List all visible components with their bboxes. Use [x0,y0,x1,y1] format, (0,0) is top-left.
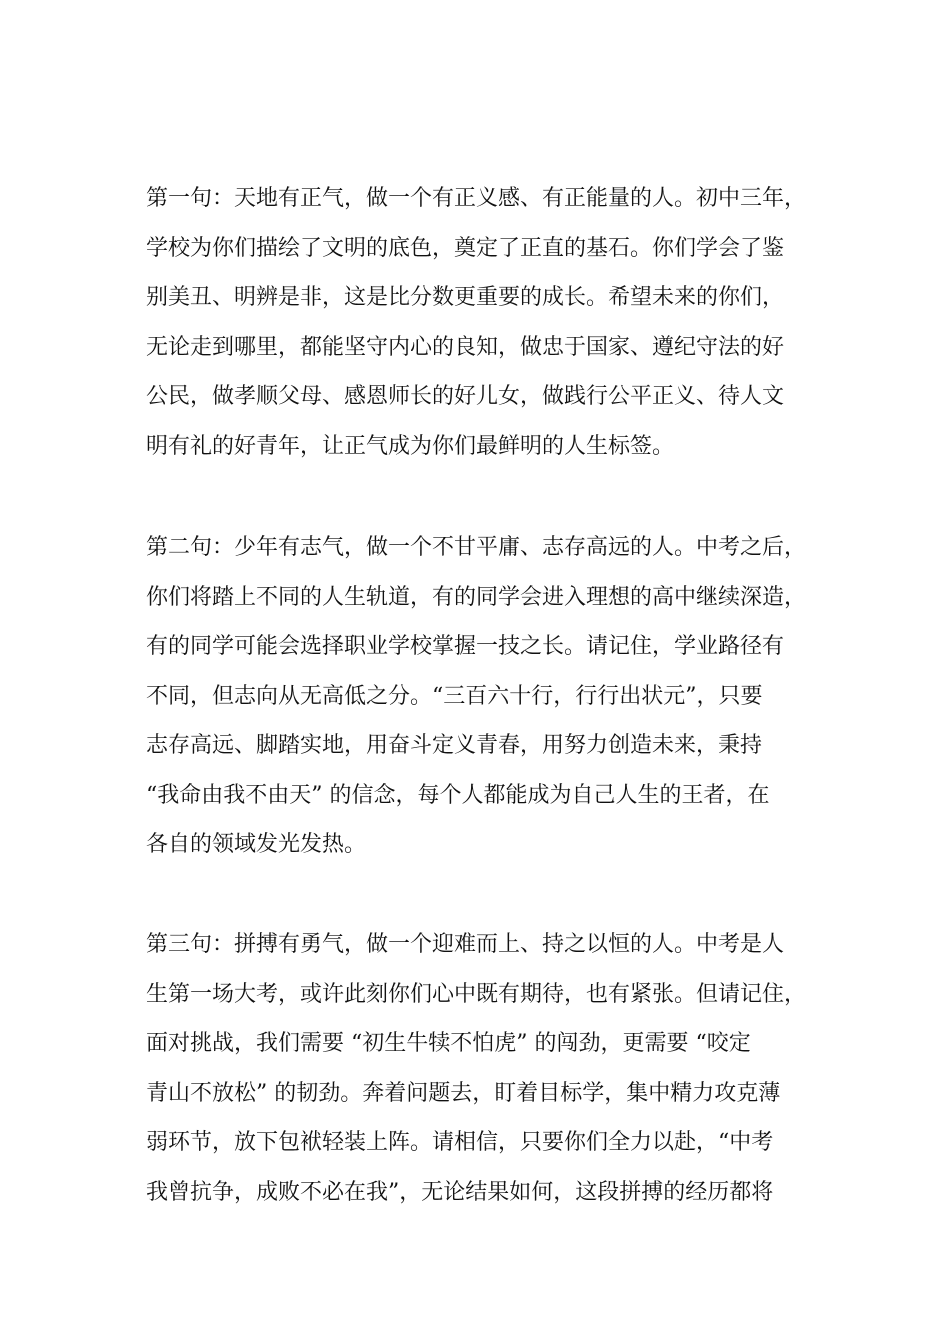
text-line: 明有礼的好青年，让正气成为你们最鲜明的人生标签。 [146,433,675,459]
text-line: 有的同学可能会选择职业学校掌握一技之长。请记住，学业路径有 [146,634,785,659]
text-line: 你们将踏上不同的人生轨道，有的同学会进入理想的高中继续深造， [146,584,807,610]
text-line: 面对挑战，我们需要 “初生牛犊不怕虎” 的闯劲，更需要 “咬定 [146,1031,751,1056]
text-line: 弱环节，放下包袱轻装上阵。请相信，只要你们全力以赴，“中考 [146,1130,774,1155]
text-line: 公民，做孝顺父母、感恩师长的好儿女，做践行公平正义、待人文 [146,384,785,409]
text-line: 第一句：天地有正气，做一个有正义感、有正能量的人。初中三年， [146,186,807,211]
text-line: “我命由我不由天” 的信念，每个人都能成为自己人生的王者，在 [146,782,770,808]
text-line: 志存高远、脚踏实地，用奋斗定义青春，用努力创造未来，秉持 [146,733,763,758]
text-line: 各自的领域发光发热。 [146,832,367,857]
text-line: 学校为你们描绘了文明的底色，奠定了正直的基石。你们学会了鉴 [146,235,785,261]
text-line: 第二句：少年有志气，做一个不甘平庸、志存高远的人。中考之后， [146,535,807,560]
text-line: 无论走到哪里，都能坚守内心的良知，做忠于国家、遵纪守法的好 [146,334,785,360]
text-line: 我曾抗争，成败不必在我”，无论结果如何，这段拼搏的经历都将 [146,1179,774,1205]
text-line: 青山不放松” 的韧劲。奔着问题去，盯着目标学，集中精力攻克薄 [146,1080,781,1106]
text-line: 第三句：拼搏有勇气，做一个迎难而上、持之以恒的人。中考是人 [146,932,785,957]
text-line: 生第一场大考，或许此刻你们心中既有期待，也有紧张。但请记住， [146,981,807,1007]
paragraph-third-sentence [146,920,826,1217]
text-line: 不同，但志向从无高低之分。“三百六十行，行行出状元”，只要 [146,683,763,709]
text-line: 别美丑、明辨是非，这是比分数更重要的成长。希望未来的你们， [146,285,785,310]
paragraph-first-sentence [146,174,826,471]
paragraph-second-sentence [146,523,826,870]
